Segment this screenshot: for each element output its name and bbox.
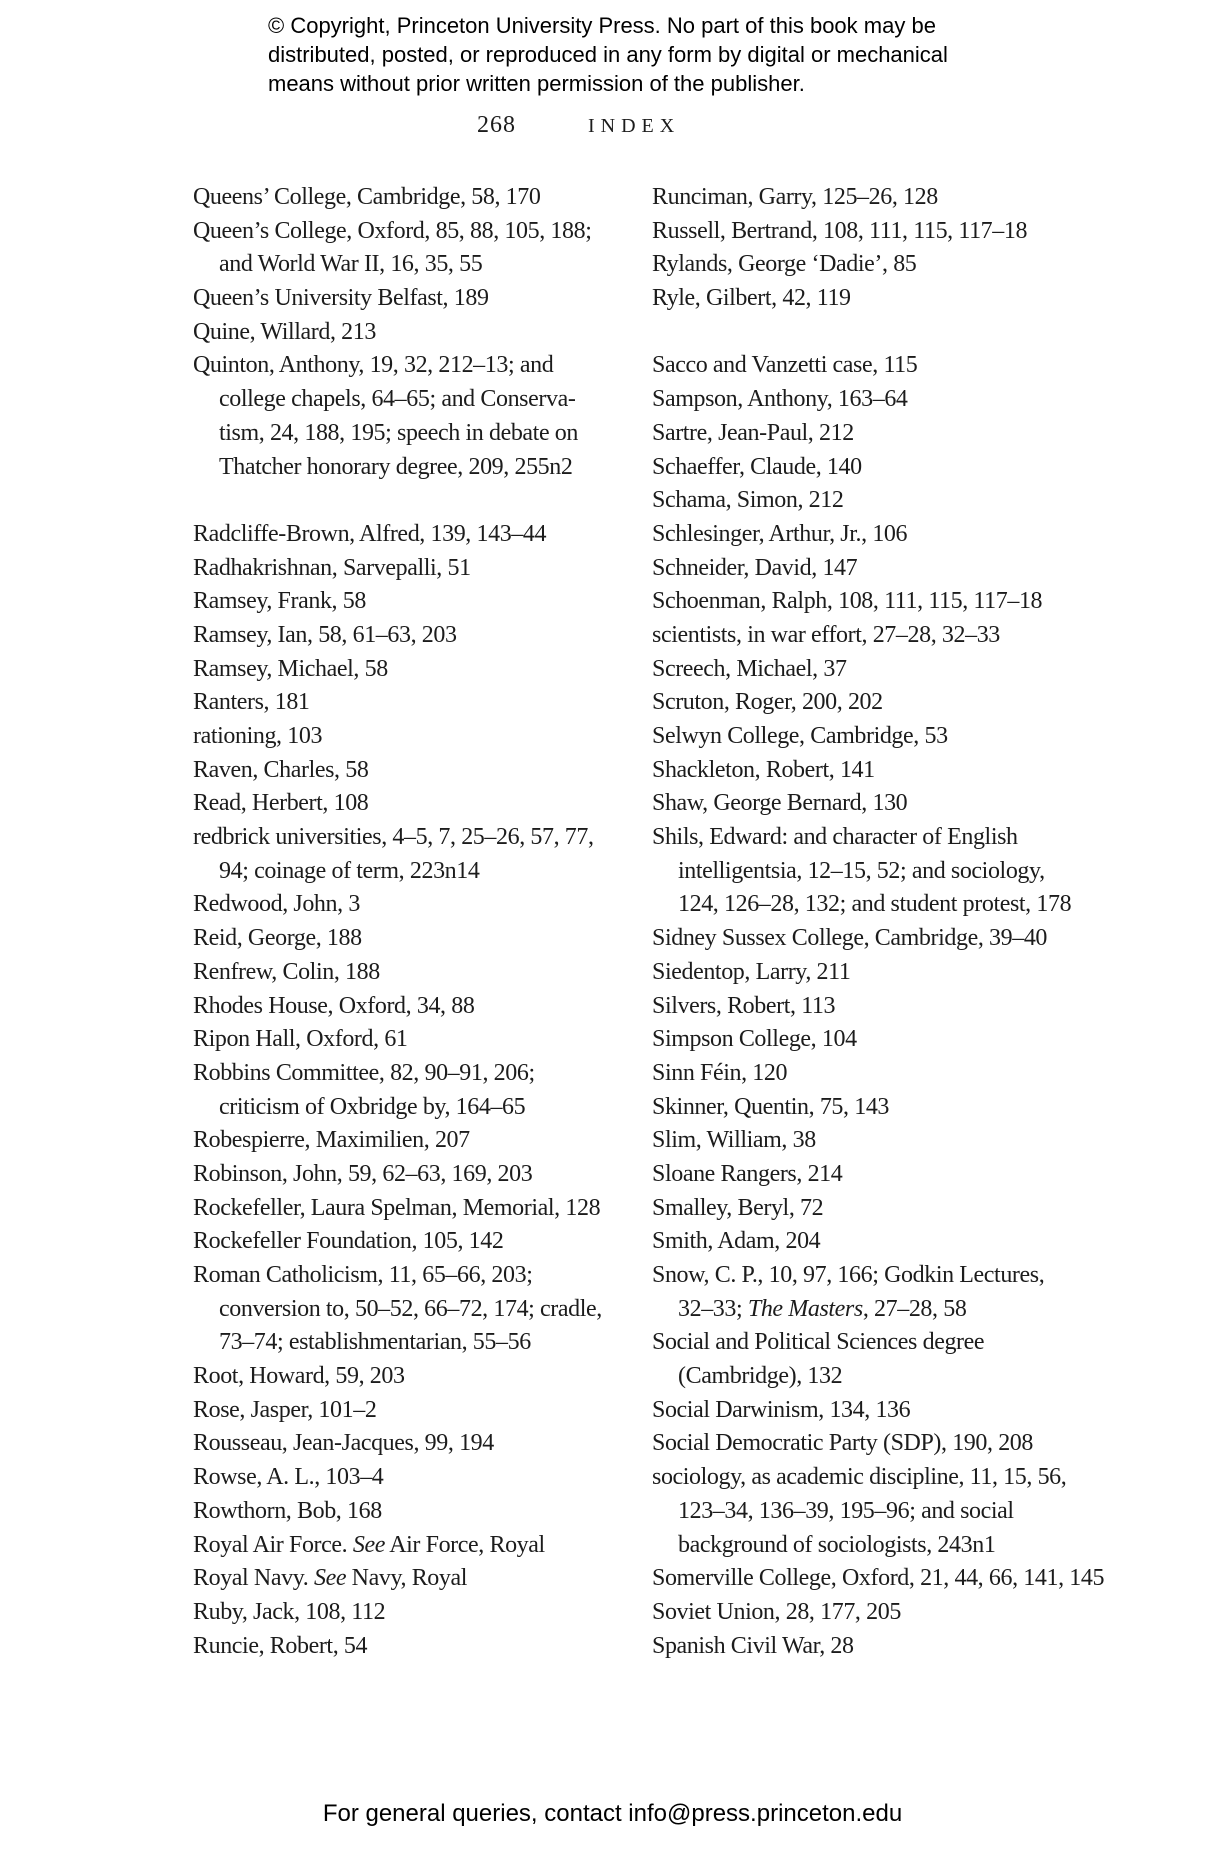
index-line-text: rationing, 103 (193, 723, 323, 749)
index-line (652, 1562, 1217, 1596)
index-line-text: Schoenman, Ralph, 108, 111, 115, 117–18 (652, 588, 1043, 615)
index-line-text: Root, Howard, 59, 203 (193, 1363, 405, 1390)
index-line (193, 619, 653, 653)
index-line (652, 552, 1217, 586)
index-line (652, 686, 1217, 720)
index-line-text: Navy, Royal (346, 1565, 468, 1592)
index-line-text: Screech, Michael, 37 (652, 655, 847, 682)
index-line-text: Runcie, Robert, 54 (193, 1632, 368, 1659)
index-column-right (652, 181, 1217, 1663)
index-line (193, 990, 653, 1024)
index-line-text: 124, 126–28, 132; and student protest, 178 (678, 891, 1072, 918)
index-line (193, 181, 653, 215)
index-line-text: Rowthorn, Bob, 168 (193, 1497, 382, 1524)
index-line (193, 787, 653, 821)
index-line (652, 585, 1217, 619)
index-line (652, 349, 1217, 383)
index-line-text: Skinner, Quentin, 75, 143 (652, 1093, 890, 1120)
index-line-text: Radhakrishnan, Sarvepalli, 51 (193, 554, 471, 581)
index-line-text: Royal Air Force. (193, 1531, 353, 1558)
index-line-text: Russell, Bertrand, 108, 111, 115, 117–18 (652, 217, 1028, 244)
index-line-text: Social Darwinism, 134, 136 (652, 1396, 911, 1423)
index-line-text: Slim, William, 38 (652, 1127, 816, 1154)
index-line (193, 1023, 653, 1057)
index-line-text: 32–33; (678, 1295, 748, 1322)
index-line-text: Snow, C. P., 10, 97, 166; Godkin Lectures, (652, 1262, 1045, 1288)
index-line-text: Rockefeller, Laura Spelman, Memorial, 128 (193, 1194, 601, 1221)
index-line (652, 248, 1217, 282)
index-line-text: Ruby, Jack, 108, 112 (193, 1598, 386, 1625)
index-line (652, 518, 1217, 552)
index-line-text: , 27–28, 58 (862, 1295, 967, 1322)
index-line-text: Thatcher honorary degree, 209, 255n2 (219, 453, 573, 480)
page-number: 268 (477, 112, 516, 138)
index-line-text: Ranters, 181 (193, 689, 310, 716)
index-line-text: Queen’s University Belfast, 189 (193, 285, 489, 312)
index-line (193, 552, 653, 586)
index-line (193, 1394, 653, 1428)
index-line (652, 1225, 1217, 1259)
index-line (652, 1461, 1217, 1495)
index-line (193, 1596, 653, 1630)
index-column-left (193, 181, 653, 1663)
index-line (652, 720, 1217, 754)
index-line-text: redbrick universities, 4–5, 7, 25–26, 57, 77, (193, 824, 594, 851)
index-line-text: Robbins Committee, 82, 90–91, 206; (193, 1059, 535, 1086)
index-line (193, 585, 653, 619)
index-line-text: Shackleton, Robert, 141 (652, 756, 875, 783)
index-line (193, 349, 653, 383)
index-line (193, 518, 653, 552)
index-line (193, 956, 653, 990)
index-line-text: Rylands, George ‘Dadie’, 85 (652, 251, 917, 278)
copyright-line: © Copyright, Princeton University Press. No part of this book may be (268, 13, 936, 38)
index-line (652, 1630, 1217, 1664)
index-line (193, 754, 653, 788)
index-line (652, 821, 1217, 855)
index-line-text: Soviet Union, 28, 177, 205 (652, 1598, 901, 1625)
copyright-notice (268, 11, 948, 98)
index-line-text: Read, Herbert, 108 (193, 790, 369, 817)
index-line-text: 94; coinage of term, 223n14 (219, 857, 480, 884)
index-line-text: Shaw, George Bernard, 130 (652, 790, 908, 817)
index-line-text: Robinson, John, 59, 62–63, 169, 203 (193, 1160, 533, 1187)
index-line (193, 1225, 653, 1259)
copyright-line: distributed, posted, or reproduced in any form by digital or mechanical (268, 42, 948, 67)
index-line-text: Sidney Sussex College, Cambridge, 39–40 (652, 925, 1048, 952)
index-line-text: scientists, in war effort, 27–28, 32–33 (652, 621, 1000, 648)
index-line (652, 1326, 1217, 1360)
index-line-text: Spanish Civil War, 28 (652, 1632, 854, 1659)
index-line-text: Reid, George, 188 (193, 925, 362, 952)
index-line (193, 1529, 653, 1563)
index-line-text: intelligentsia, 12–15, 52; and sociology, (678, 857, 1045, 884)
index-line (652, 1360, 1217, 1394)
index-line (652, 1394, 1217, 1428)
index-line (652, 181, 1217, 215)
index-line (193, 215, 653, 249)
index-line-text: criticism of Oxbridge by, 164–65 (219, 1093, 526, 1120)
index-line-text: Sacco and Vanzetti case, 115 (652, 352, 918, 379)
index-line-text: Sloane Rangers, 214 (652, 1160, 843, 1187)
index-line (193, 383, 653, 417)
index-line (652, 1259, 1217, 1293)
index-line (652, 1023, 1217, 1057)
index-line-text: Radcliffe-Brown, Alfred, 139, 143–44 (193, 520, 547, 547)
index-line-text: Ryle, Gilbert, 42, 119 (652, 285, 851, 312)
index-line (652, 383, 1217, 417)
index-line (193, 316, 653, 350)
index-line (193, 1562, 653, 1596)
running-head-title: INDEX (588, 115, 681, 137)
index-line (193, 720, 653, 754)
index-line (652, 1427, 1217, 1461)
index-line (193, 1124, 653, 1158)
index-line-text: Renfrew, Colin, 188 (193, 958, 380, 985)
index-line (193, 1192, 653, 1226)
index-line-text: Queens’ College, Cambridge, 58, 170 (193, 184, 541, 210)
index-line (193, 1461, 653, 1495)
index-line-text: Smith, Adam, 204 (652, 1228, 821, 1255)
index-line (193, 1427, 653, 1461)
index-line-text: Rose, Jasper, 101–2 (193, 1396, 377, 1423)
index-line-text: Rowse, A. L., 103–4 (193, 1464, 384, 1491)
index-line (652, 282, 1217, 316)
index-line (193, 282, 653, 316)
index-line-text: Shils, Edward: and character of English (652, 824, 1018, 851)
index-line (652, 1124, 1217, 1158)
index-line (193, 1158, 653, 1192)
index-line-text: Schneider, David, 147 (652, 554, 858, 581)
index-line (652, 888, 1217, 922)
index-line (652, 956, 1217, 990)
index-line-italic-text: See (352, 1531, 385, 1558)
index-line (652, 619, 1217, 653)
index-line-text: Simpson College, 104 (652, 1026, 857, 1053)
running-head (0, 112, 1225, 142)
index-line (193, 1630, 653, 1664)
index-line-text: Ramsey, Frank, 58 (193, 588, 366, 615)
index-line (652, 1192, 1217, 1226)
index-line-text: Royal Navy. (193, 1565, 314, 1592)
index-line (652, 1495, 1217, 1529)
index-blank-line (652, 316, 1217, 350)
index-line-text: Social and Political Sciences degree (652, 1329, 985, 1356)
index-line (652, 1529, 1217, 1563)
index-line (652, 417, 1217, 451)
index-line-text: Selwyn College, Cambridge, 53 (652, 723, 948, 749)
index-line-text: Robespierre, Maximilien, 207 (193, 1127, 470, 1154)
index-line (652, 1158, 1217, 1192)
index-line-text: Somerville College, Oxford, 21, 44, 66, 141, 145 (652, 1565, 1105, 1592)
index-line-text: Silvers, Robert, 113 (652, 992, 836, 1019)
index-line-text: college chapels, 64–65; and Conserva- (219, 386, 576, 413)
index-line-text: (Cambridge), 132 (678, 1363, 843, 1390)
index-line (652, 1293, 1217, 1327)
index-line-text: Runciman, Garry, 125–26, 128 (652, 184, 938, 210)
index-line-text: 73–74; establishmentarian, 55–56 (219, 1329, 531, 1356)
index-line (193, 653, 653, 687)
index-line (652, 922, 1217, 956)
index-line (193, 686, 653, 720)
index-line (193, 1495, 653, 1529)
index-line (193, 855, 653, 889)
copyright-line: means without prior written permission of the publisher. (268, 71, 805, 96)
index-line-text: Ripon Hall, Oxford, 61 (193, 1026, 408, 1053)
index-line (652, 451, 1217, 485)
index-line (652, 1091, 1217, 1125)
index-line (652, 653, 1217, 687)
index-line-text: Redwood, John, 3 (193, 891, 360, 918)
index-line-text: Roman Catholicism, 11, 65–66, 203; (193, 1262, 533, 1288)
index-line-text: Ramsey, Ian, 58, 61–63, 203 (193, 621, 457, 648)
index-line-text: Quine, Willard, 213 (193, 318, 376, 345)
index-line-text: Smalley, Beryl, 72 (652, 1194, 824, 1221)
index-line (193, 1057, 653, 1091)
index-line-text: Ramsey, Michael, 58 (193, 655, 388, 682)
index-line-italic-text: See (313, 1565, 347, 1592)
index-line (652, 855, 1217, 889)
index-line-text: Schama, Simon, 212 (652, 487, 844, 514)
index-line (193, 417, 653, 451)
index-line-text: Schlesinger, Arthur, Jr., 106 (652, 520, 908, 547)
index-line (193, 821, 653, 855)
index-line (193, 1293, 653, 1327)
index-line-text: tism, 24, 188, 195; speech in debate on (219, 419, 579, 446)
index-line-text: Siedentop, Larry, 211 (652, 958, 851, 985)
index-line-text: and World War II, 16, 35, 55 (219, 251, 483, 278)
index-line (652, 484, 1217, 518)
index-line-text: Queen’s College, Oxford, 85, 88, 105, 188; (193, 217, 592, 244)
index-line (652, 215, 1217, 249)
index-line-text: Schaeffer, Claude, 140 (652, 453, 862, 480)
index-line-text: Quinton, Anthony, 19, 32, 212–13; and (193, 352, 554, 379)
index-line (652, 787, 1217, 821)
index-line (193, 1259, 653, 1293)
index-line-text: Rousseau, Jean-Jacques, 99, 194 (193, 1430, 494, 1457)
index-line-text: 123–34, 136–39, 195–96; and social (678, 1497, 1014, 1524)
index-line-text: sociology, as academic discipline, 11, 15, 56, (652, 1464, 1067, 1491)
index-blank-line (193, 484, 653, 518)
index-line-text: Rhodes House, Oxford, 34, 88 (193, 992, 475, 1019)
index-line (193, 888, 653, 922)
index-line (193, 1326, 653, 1360)
index-line-text: conversion to, 50–52, 66–72, 174; cradle, (219, 1295, 602, 1322)
index-line (193, 248, 653, 282)
index-line (652, 1057, 1217, 1091)
index-line (652, 1596, 1217, 1630)
index-line-text: background of sociologists, 243n1 (678, 1531, 996, 1558)
index-line-text: Sampson, Anthony, 163–64 (652, 386, 908, 413)
index-line-text: Rockefeller Foundation, 105, 142 (193, 1228, 504, 1255)
index-line (652, 990, 1217, 1024)
index-line (193, 922, 653, 956)
footer-contact-line: For general queries, contact info@press.princeton.edu (322, 1800, 903, 1827)
index-line (193, 1360, 653, 1394)
index-line (193, 451, 653, 485)
index-line-text: Scruton, Roger, 200, 202 (652, 689, 883, 716)
index-line (652, 754, 1217, 788)
index-line (193, 1091, 653, 1125)
index-line-italic-text: The Masters (747, 1295, 863, 1322)
index-line-text: Sartre, Jean-Paul, 212 (652, 419, 854, 446)
index-line-text: Social Democratic Party (SDP), 190, 208 (652, 1430, 1033, 1457)
index-line-text: Air Force, Royal (384, 1531, 545, 1558)
index-line-text: Sinn Féin, 120 (652, 1059, 788, 1086)
index-line-text: Raven, Charles, 58 (193, 756, 369, 783)
